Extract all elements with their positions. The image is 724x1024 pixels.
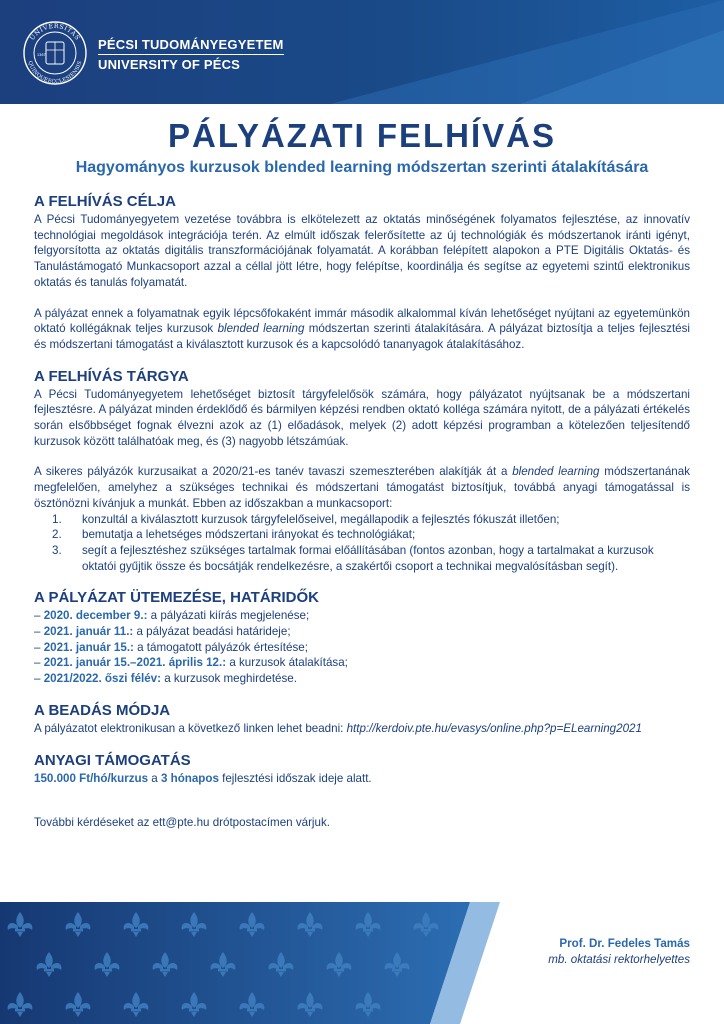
list-item: – 2021. január 15.–2021. április 12.: a kurzusok átalakítása; (34, 656, 348, 670)
subject-paragraph-1: A Pécsi Tudományegyetem lehetőséget biztosít tárgyfelelősök számára, hogy pályázatot nyújtsanak be a módszertani fejlesztésre. A pályázat minden érdeklődő és bármilyen képzési rendben oktató kolléga számára nyitott, de a pályázati értékelés során elsőbbséget fognak élvezni azok az (1) előadások, melyek (2) adott képzési programban a kötelezően teljesítendő kurzusok között találhatóak meg, és (3) nagyobb létszámúak. (34, 387, 690, 448)
signature (548, 936, 690, 968)
signature-name: Prof. Dr. Fedeles Tamás (559, 937, 690, 950)
document-body (34, 192, 690, 831)
page-subtitle: Hagyományos kurzusok blended learning módszertan szerinti átalakítására (75, 159, 649, 176)
submission-text: A pályázatot elektronikusan a következő linken lehet beadni: http://kerdoiv.pte.hu/evasys/online.php?p=ELearning2021 (34, 721, 642, 735)
list-item: 1. konzultál a kiválasztott kurzusok tárgyfelelőseivel, megállapodik a fejlesztés fókuszát illetően; (52, 512, 560, 526)
list-item: – 2020. december 9.: a pályázati kiírás megjelenése; (34, 609, 310, 623)
task-list (34, 512, 690, 575)
schedule-list (34, 608, 690, 687)
goal-paragraph-2: A pályázat ennek a folyamatnak egyik lépcsőfokaként immár második alkalommal kíván lehetőséget nyújtani az egyetemünkön oktató kollégáknak teljes kurzusok blended learning módszertan szerinti átalakítására. A pályázat biztosítja a teljes fejlesztési és módszertani támogatást a kiválasztott kurzusok és a kapcsolódó tananyagok átalakításához. (34, 306, 690, 351)
university-seal-icon (22, 20, 88, 86)
section-heading-subject: A FELHÍVÁS TÁRGYA (34, 367, 189, 385)
subject-paragraph-2: A sikeres pályázók kurzusaikat a 2020/21-es tanév tavaszi szemeszterében alakítják át a blended learning módszertanának megfelelően, amelyhez a szükséges technikai és módszertani támogatást biztosítjuk, továbbá anyagi támogatással is ösztönözni kívánjuk a munkát. Ebben az időszakban a munkacsoport: (34, 465, 690, 510)
section-heading-submission: A BEADÁS MÓDJA (34, 701, 171, 719)
seal-text-bottom: QUINQUEECCLESIENSIS (26, 60, 84, 86)
list-item: – 2021. január 11.: a pályázat beadási határideje; (34, 625, 291, 639)
goal-paragraph-1: A Pécsi Tudományegyetem vezetése továbbra is elkötelezett az oktatás minőségének folyamatos fejlesztése, az innovatív technológiai megoldások integrációja terén. Az elmúlt időszak felerősítette az új technológiák és módszertanok iránti igényt, felgyorsította az oktatás digitális transzformációjának folyamatát. A korábban felépített alapokon a PTE Digitális Oktatás- és Tanulástámogató Munkacsoport azzal a céllal jött létre, hogy felépítse, koordinálja és segítse az egyetemi szintű elektronikus oktatás és tanulás folyamatát. (34, 213, 690, 289)
list-item: 2. bemutatja a lehetséges módszertani irányokat és technológiákat; (52, 528, 416, 542)
university-name-en: UNIVERSITY OF PÉCS (98, 54, 284, 73)
section-heading-schedule: A PÁLYÁZAT ÜTEMEZÉSE, HATÁRIDŐK (34, 589, 320, 607)
university-name (98, 36, 284, 73)
list-item: – 2021/2022. őszi félév: a kurzusok meghirdetése. (34, 672, 297, 686)
list-item: – 2021. január 15.: a támogatott pályázók értesítése; (34, 640, 308, 654)
list-item: 3. segít a fejlesztéshez szükséges tartalmak formai előállításában (fontos azonban, hogy a tartalmakat a kurzusok oktatói gyűjtik össze és bocsátják rendelkezésre, a szakértői csoport a technikai megvalósításban segít). (52, 543, 654, 573)
seal-text-top: UNIVERSITAS (29, 22, 82, 42)
seal-year: 1367 (37, 53, 46, 57)
university-name-hu: PÉCSI TUDOMÁNYEGYETEM (98, 37, 284, 52)
support-text: 150.000 Ft/hó/kurzus a 3 hónapos fejlesztési időszak ideje alatt. (34, 771, 372, 785)
section-heading-support: ANYAGI TÁMOGATÁS (34, 751, 191, 769)
contact-text: További kérdéseket az ett@pte.hu drótpostacímen várjuk. (34, 816, 330, 830)
submission-link[interactable]: http://kerdoiv.pte.hu/evasys/online.php?p=ELearning2021 (346, 721, 642, 735)
section-heading-goal: A FELHÍVÁS CÉLJA (34, 193, 176, 210)
signature-title: mb. oktatási rektorhelyettes (548, 953, 690, 966)
page-title: PÁLYÁZATI FELHÍVÁS (167, 117, 557, 154)
